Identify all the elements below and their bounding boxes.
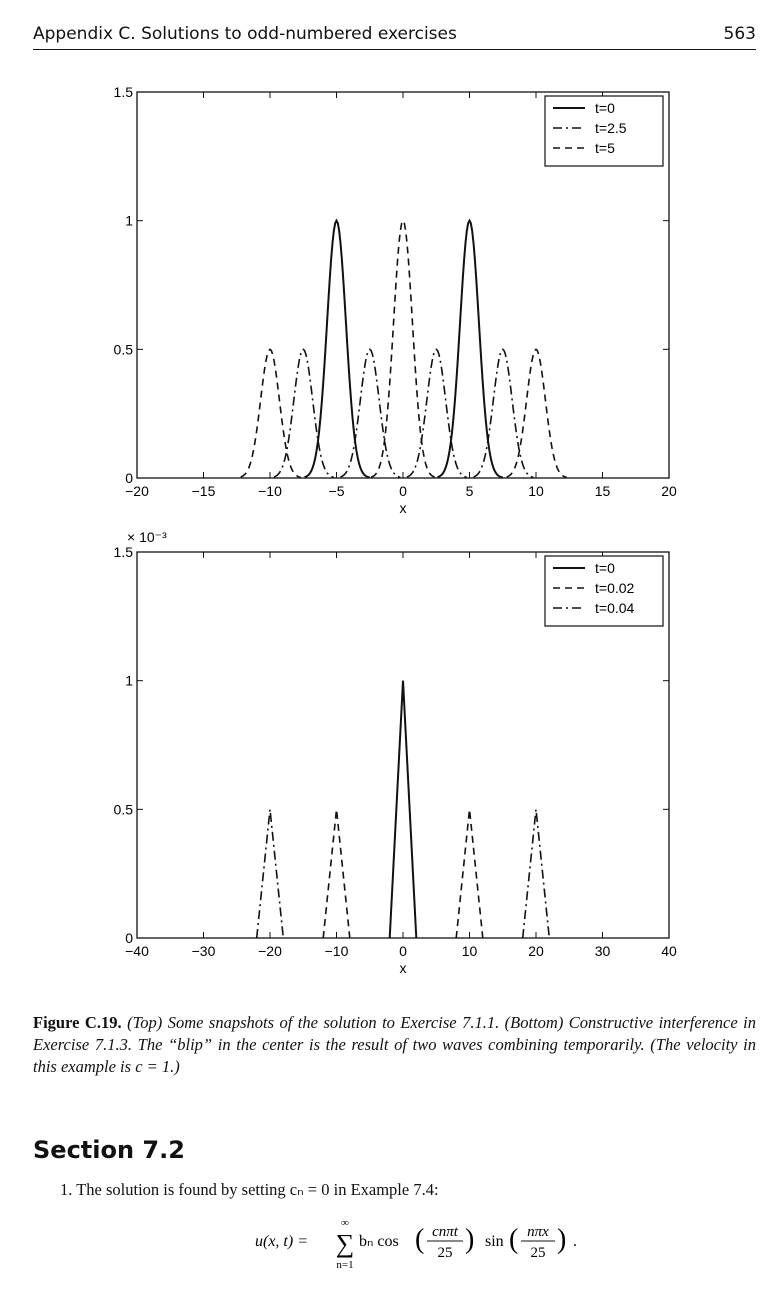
- x-tick-label: 0: [399, 483, 407, 499]
- y-multiplier: × 10⁻³: [127, 530, 167, 545]
- formula-body: bₙ cos: [359, 1233, 399, 1250]
- series-line-t=0.04: [257, 809, 550, 938]
- paren-open-2: (: [509, 1224, 519, 1255]
- y-tick-label: 0: [125, 470, 133, 486]
- x-tick-label: 10: [528, 483, 544, 499]
- x-tick-label: 15: [594, 483, 611, 499]
- header-rule: [33, 49, 756, 50]
- x-tick-label: 40: [661, 943, 677, 959]
- y-tick-label: 1: [125, 672, 133, 689]
- running-head: Appendix C. Solutions to odd-numbered exercises: [33, 24, 457, 44]
- x-tick-label: 5: [465, 483, 474, 499]
- series-line-t=2.5: [274, 349, 533, 477]
- sum-lower: n=1: [336, 1259, 354, 1271]
- x-tick-label: 20: [528, 943, 544, 959]
- legend-label: t=0: [595, 100, 615, 116]
- x-tick-label: −5: [328, 483, 345, 499]
- figure-caption: [33, 1012, 756, 1078]
- legend-label: t=5: [595, 140, 615, 156]
- x-tick-label: 20: [661, 483, 677, 499]
- x-tick-label: −20: [125, 483, 149, 499]
- y-tick-label: 1.5: [113, 84, 133, 100]
- paren-close-2: ): [557, 1224, 567, 1255]
- caption-text: (Top) Some snapshots of the solution to Exercise 7.1.1. (Bottom) Constructive interference in Exercise 7.1.3. The “blip” in the center is the result of two waves combining temporarily. (The velocity in this example is c = 1.): [33, 1013, 757, 1076]
- legend-label: t=2.5: [595, 120, 627, 136]
- page-number: 563: [723, 24, 756, 44]
- top-chart: [0, 70, 779, 520]
- legend-label: t=0.02: [595, 580, 635, 596]
- formula-end: .: [573, 1233, 577, 1250]
- x-axis-label: x: [399, 500, 407, 516]
- y-tick-label: 1: [125, 212, 133, 229]
- paren-close-1: ): [465, 1224, 475, 1255]
- x-axis-label: x: [399, 960, 407, 976]
- frac2-numerator: nπx: [527, 1224, 549, 1240]
- legend-label: t=0: [595, 560, 615, 576]
- series-line-t=0.02: [323, 809, 483, 938]
- sum-sign: ∑: [335, 1229, 355, 1258]
- x-tick-label: 30: [594, 943, 611, 959]
- y-tick-label: 0.5: [113, 801, 133, 818]
- x-tick-label: 10: [461, 943, 478, 959]
- y-tick-label: 0.5: [113, 341, 133, 358]
- formula-lhs: u(x, t) =: [255, 1233, 308, 1250]
- frac2-denominator: 25: [530, 1245, 546, 1261]
- bottom-chart: [0, 530, 779, 980]
- exercise-item: 1. The solution is found by setting cₙ = 0 in Example 7.4:: [60, 1180, 439, 1199]
- paren-open-1: (: [415, 1224, 425, 1255]
- y-tick-label: 0: [125, 930, 133, 946]
- series-line-t=0: [390, 681, 417, 938]
- x-tick-label: −30: [191, 943, 216, 959]
- x-tick-label: −15: [191, 483, 216, 499]
- series-line-t=0: [305, 221, 503, 478]
- frac1-numerator: cnπt: [432, 1224, 458, 1240]
- x-tick-label: −40: [125, 943, 149, 959]
- sum-upper: ∞: [341, 1217, 349, 1229]
- caption-label: Figure C.19.: [33, 1013, 122, 1032]
- y-tick-label: 1.5: [113, 544, 133, 560]
- frac1-denominator: 25: [437, 1245, 453, 1261]
- x-tick-label: 0: [399, 943, 407, 959]
- solution-formula: [255, 1212, 595, 1272]
- x-tick-label: −20: [258, 943, 282, 959]
- x-tick-label: −10: [324, 943, 349, 959]
- page-header: [33, 24, 756, 48]
- legend-label: t=0.04: [595, 600, 635, 616]
- formula-mid: sin: [485, 1233, 504, 1250]
- series-line-t=5: [241, 221, 567, 478]
- x-tick-label: −10: [258, 483, 282, 499]
- section-heading: Section 7.2: [33, 1136, 185, 1164]
